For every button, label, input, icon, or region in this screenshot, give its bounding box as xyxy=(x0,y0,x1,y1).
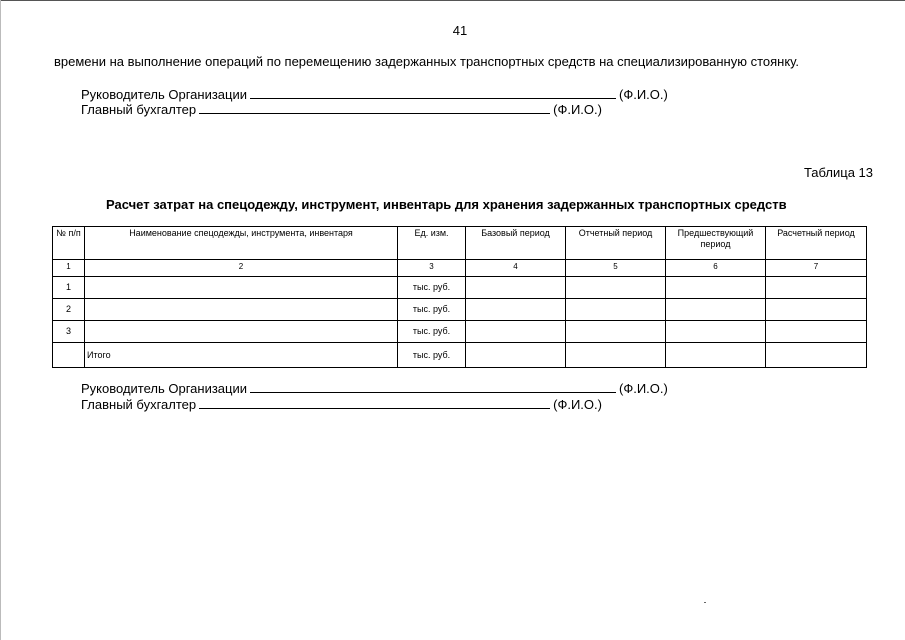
row-number-cell: 2 xyxy=(53,299,85,321)
signature-line[interactable] xyxy=(250,86,616,99)
column-number-cell: 2 xyxy=(85,260,398,277)
signature-line[interactable] xyxy=(250,380,616,393)
unit-cell: тыс. руб. xyxy=(398,299,466,321)
fio-label: (Ф.И.О.) xyxy=(553,397,602,412)
header-cell: Базовый период xyxy=(466,227,566,260)
value-cell[interactable] xyxy=(766,321,867,343)
signature-head-upper xyxy=(81,86,668,102)
left-border xyxy=(0,0,1,640)
table-row xyxy=(53,277,867,299)
header-cell: Ед. изм. xyxy=(398,227,466,260)
top-border xyxy=(0,0,905,1)
value-cell[interactable] xyxy=(766,277,867,299)
value-cell[interactable] xyxy=(766,299,867,321)
table-total-row xyxy=(53,343,867,368)
signature-accountant-label: Главный бухгалтер xyxy=(81,397,197,412)
signature-accountant-lower xyxy=(81,396,602,412)
signature-head-lower xyxy=(81,380,668,396)
value-cell[interactable] xyxy=(666,299,766,321)
row-number-cell: 1 xyxy=(53,277,85,299)
value-cell[interactable] xyxy=(666,277,766,299)
header-cell: Отчетный период xyxy=(566,227,666,260)
value-cell[interactable] xyxy=(466,343,566,368)
fio-label: (Ф.И.О.) xyxy=(553,102,602,117)
item-name-cell[interactable] xyxy=(85,299,398,321)
item-name-cell[interactable] xyxy=(85,277,398,299)
table-title: Расчет затрат на спецодежду, инструмент, инвентарь для хранения задержанных транспортных средств xyxy=(106,197,787,212)
column-number-row xyxy=(53,260,867,277)
header-cell: Расчетный период xyxy=(766,227,867,260)
value-cell[interactable] xyxy=(466,277,566,299)
column-number-cell: 3 xyxy=(398,260,466,277)
fio-label: (Ф.И.О.) xyxy=(619,87,668,102)
table-header-row xyxy=(53,227,867,260)
header-cell: Наименование спецодежды, инструмента, инвентаря xyxy=(85,227,398,260)
unit-cell: тыс. руб. xyxy=(398,277,466,299)
value-cell[interactable] xyxy=(466,321,566,343)
value-cell[interactable] xyxy=(766,343,867,368)
cost-table xyxy=(52,226,867,368)
header-cell: Предшествующий период xyxy=(666,227,766,260)
column-number-cell: 1 xyxy=(53,260,85,277)
column-number-cell: 5 xyxy=(566,260,666,277)
value-cell[interactable] xyxy=(566,299,666,321)
signature-head-label: Руководитель Организации xyxy=(81,87,247,102)
table-row xyxy=(53,321,867,343)
signature-accountant-label: Главный бухгалтер xyxy=(81,102,197,117)
unit-cell: тыс. руб. xyxy=(398,321,466,343)
signature-head-label: Руководитель Организации xyxy=(81,381,247,396)
value-cell[interactable] xyxy=(566,277,666,299)
value-cell[interactable] xyxy=(666,343,766,368)
unit-cell: тыс. руб. xyxy=(398,343,466,368)
page-number: 41 xyxy=(452,23,468,38)
row-number-cell xyxy=(53,343,85,368)
value-cell[interactable] xyxy=(466,299,566,321)
item-name-cell[interactable] xyxy=(85,321,398,343)
table-number-caption: Таблица 13 xyxy=(803,165,873,180)
table-row xyxy=(53,299,867,321)
header-cell: № п/п xyxy=(53,227,85,260)
value-cell[interactable] xyxy=(566,343,666,368)
value-cell[interactable] xyxy=(666,321,766,343)
column-number-cell: 6 xyxy=(666,260,766,277)
signature-line[interactable] xyxy=(199,101,550,114)
column-number-cell: 4 xyxy=(466,260,566,277)
row-number-cell: 3 xyxy=(53,321,85,343)
column-number-cell: 7 xyxy=(766,260,867,277)
body-paragraph: времени на выполнение операций по перемещению задержанных транспортных средств на специализированную стоянку. xyxy=(54,54,799,69)
scan-speck xyxy=(704,602,706,603)
value-cell[interactable] xyxy=(566,321,666,343)
total-label-cell: Итого xyxy=(85,343,398,368)
signature-line[interactable] xyxy=(199,396,550,409)
fio-label: (Ф.И.О.) xyxy=(619,381,668,396)
signature-accountant-upper xyxy=(81,101,602,117)
